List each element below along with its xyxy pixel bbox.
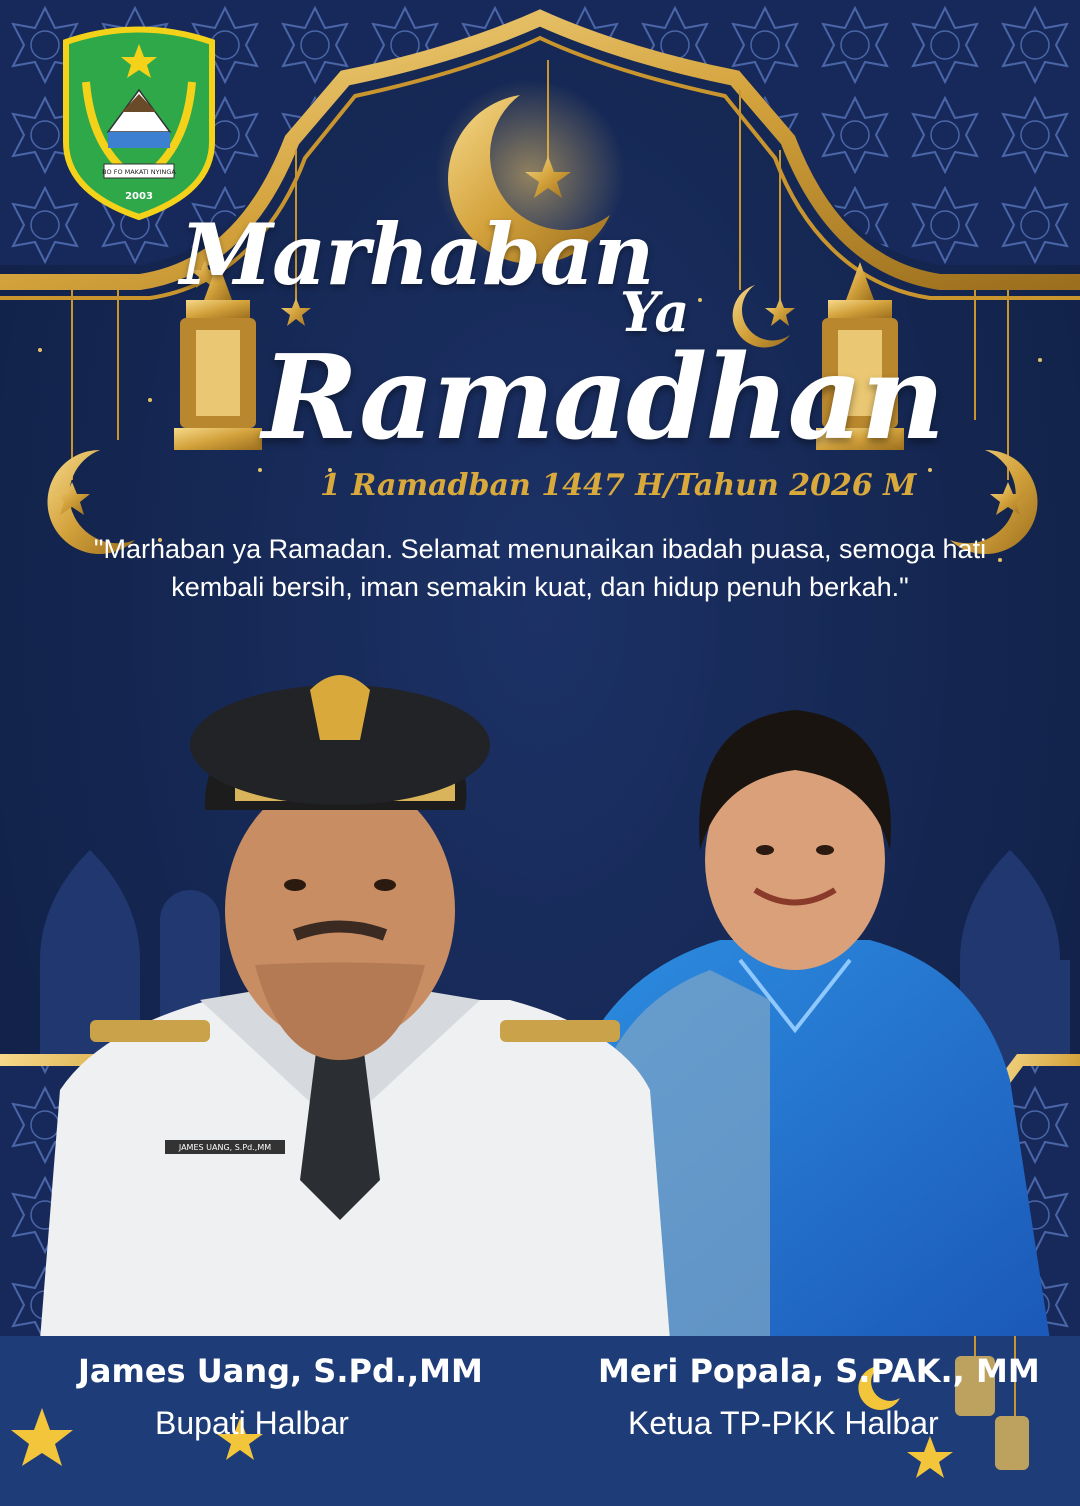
photo-james-uang — [40, 660, 680, 1340]
left-person-title: Bupati Halbar — [155, 1405, 349, 1441]
uniform-name-tag: JAMES UANG, S.Pd.,MM — [178, 1143, 272, 1152]
star-icon — [11, 1408, 73, 1466]
logo-motto: BO FO MAKATI NYINGA — [102, 168, 176, 176]
greeting-quote: "Marhaban ya Ramadan. Selamat menunaikan ibadah puasa, semoga hati kembali bersih, iman semakin kuat, dan hidup penuh berkah." — [93, 534, 987, 602]
headline-marhaban: Marhaban — [180, 205, 654, 304]
logo-year: 2003 — [125, 191, 153, 202]
headline-ya: Ya — [620, 280, 690, 344]
regency-logo — [56, 22, 222, 222]
right-person-name: Meri Popala, S.PAK., MM — [598, 1352, 1040, 1390]
date-line: 1 Ramadban 1447 H/Tahun 2026 M — [320, 468, 917, 503]
left-person-name: James Uang, S.Pd.,MM — [78, 1352, 483, 1390]
right-person-title: Ketua TP-PKK Halbar — [628, 1405, 939, 1441]
headline-ramadhan: Ramadhan — [262, 330, 944, 466]
star-icon — [907, 1436, 953, 1478]
